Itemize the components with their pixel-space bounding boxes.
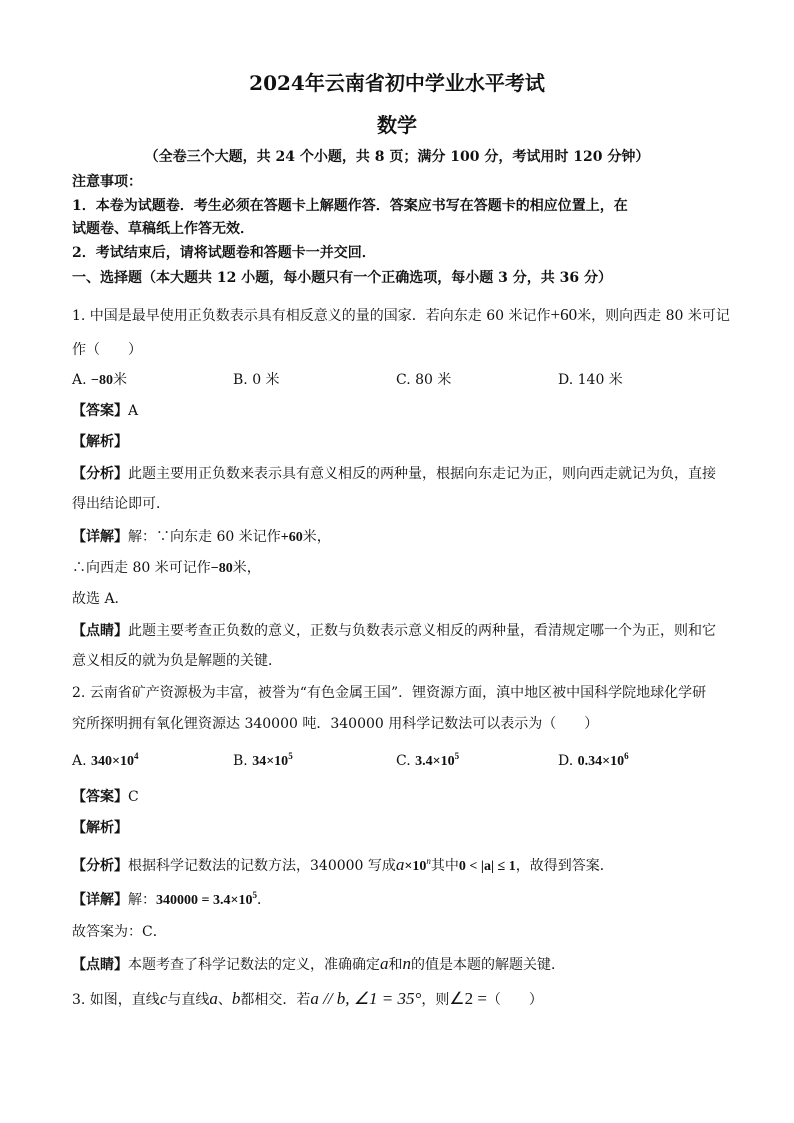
q2-option-b-base: 34×10 — [252, 754, 289, 769]
notes-item-1-cont: 试题卷、草稿纸上作答无效． — [72, 221, 254, 237]
q1-answer-tag: 【答案】 — [72, 403, 128, 419]
q2-option-d-exp: 6 — [624, 751, 629, 761]
q1-comment — [72, 621, 716, 641]
q1-detail-line2 — [72, 558, 261, 579]
q2-option-a-label: A. — [72, 753, 87, 769]
q3-stem-part6: （ ） — [486, 992, 543, 1008]
q2-option-a — [72, 751, 139, 772]
q2-option-d — [558, 751, 629, 772]
q2-fenxi-tag: 【分析】 — [72, 858, 128, 874]
q2-fenxi-text-1: 根据科学记数法的记数方法，340000 写成 — [128, 858, 396, 874]
q2-answer-tag: 【答案】 — [72, 789, 128, 805]
q1-option-d: D. 140 米 — [558, 372, 623, 388]
q2-option-c-base: 3.4×10 — [415, 754, 455, 769]
q2-option-d-base: 0.34×10 — [577, 754, 625, 769]
q2-answer-value: C — [128, 789, 139, 805]
q2-fenxi-power: ×10 — [404, 859, 427, 874]
q2-answer — [72, 787, 139, 807]
q2-stem-cont: 究所探明拥有氧化锂资源达 340000 吨．340000 用科学记数法可以表示为（ ） — [72, 716, 599, 732]
q1-answer-value: A — [128, 403, 139, 419]
q2-detail-tag: 【详解】 — [72, 892, 128, 908]
q3-var-b: b — [231, 989, 241, 1008]
q1-stem-cont: 作（ ） — [72, 342, 142, 358]
notes-item-2: 2．考试结束后，请将试题卷和答题卡一并交回． — [72, 245, 376, 261]
q2-fenxi — [72, 855, 614, 877]
q2-detail-conclusion: 故答案为：C． — [72, 924, 167, 940]
q1-detail — [72, 527, 331, 548]
q2-option-a-exp: 4 — [134, 751, 139, 761]
subject-title: 数学 — [377, 113, 417, 137]
q1-comment-cont: 意义相反的就为负是解题的关键． — [72, 653, 282, 669]
q2-analysis-tag: 【解析】 — [72, 820, 128, 836]
q1-fenxi — [72, 464, 716, 484]
q1-detail-text-3: ∴向西走 80 米可记作 — [72, 560, 211, 576]
q1-fenxi-text: 此题主要用正负数来表示具有意义相反的两种量，根据向东走记为正，则向西走就记为负，直接 — [128, 466, 716, 482]
q2-option-c — [396, 751, 459, 772]
q3-var-c: c — [159, 989, 168, 1008]
q2-comment — [72, 954, 565, 975]
q1-option-b: B. 0 米 — [233, 372, 280, 388]
q1-detail-conclusion: 故选 A． — [72, 591, 129, 607]
section-heading: 一、选择题（本大题共 12 小题，每小题只有一个正确选项，每小题 3 分，共 36 分） — [72, 270, 612, 286]
q2-comment-var-a: a — [380, 954, 389, 973]
q1-stem-part1: 1. 中国是最早使用正负数表示具有相反意义的量的国家．若向东走 60 米记作 — [72, 308, 551, 324]
notes-item-1: 1．本卷为试题卷．考生必须在答题卡上解题作答．答案应书写在答题卡的相应位置上，在 — [72, 198, 628, 214]
q1-stem-value: +60 — [550, 305, 578, 324]
q2-detail-exp: 5 — [252, 890, 257, 900]
q1-detail-text-2: 米， — [302, 529, 331, 545]
q2-detail-expression: 340000 = 3.4×10 — [156, 893, 253, 908]
q1-option-a-value: −80 — [91, 373, 113, 388]
q2-detail — [72, 890, 271, 911]
q2-fenxi-inequality: 0 < |a| ≤ 1 — [458, 859, 516, 874]
q1-detail-tag: 【详解】 — [72, 529, 128, 545]
q3-stem-part4: 都相交．若 — [240, 992, 311, 1008]
q2-option-a-base: 340×10 — [91, 754, 134, 769]
q2-fenxi-text-2: 其中 — [430, 858, 459, 874]
q1-detail-text-1: 解：∵向东走 60 米记作 — [128, 529, 281, 545]
q2-stem: 2. 云南省矿产资源极为丰富，被誉为“有色金属王国”．锂资源方面，滇中地区被中国科学院地球化学研 — [72, 685, 707, 701]
q1-comment-text: 此题主要考查正负数的意义，正数与负数表示意义相反的两种量，看清规定哪一个为正，则和它 — [128, 623, 716, 639]
q2-fenxi-power-exp: n — [426, 856, 431, 866]
q2-fenxi-var-a: a — [395, 855, 405, 874]
q2-comment-var-n: n — [402, 954, 411, 973]
q1-detail-text-4: 米， — [232, 560, 261, 576]
q3-var-a: a — [209, 989, 218, 1008]
q1-answer — [72, 401, 138, 421]
q2-fenxi-text-3: ，故得到答案． — [515, 858, 614, 874]
q3-stem-part1: 3. 如图，直线 — [72, 992, 160, 1008]
q1-detail-value-2: −80 — [210, 561, 233, 576]
q1-stem-part2: 米，则向西走 80 米可记 — [577, 308, 730, 324]
q1-stem — [72, 305, 730, 326]
q2-option-d-label: D. — [558, 753, 574, 769]
q2-option-c-exp: 5 — [454, 751, 460, 761]
q1-comment-tag: 【点睛】 — [72, 623, 128, 639]
q1-option-c: C. 80 米 — [396, 372, 452, 388]
q3-stem-part3: 、 — [217, 992, 232, 1008]
q2-comment-tag: 【点睛】 — [72, 957, 128, 973]
q3-stem-part2: 与直线 — [167, 992, 210, 1008]
q3-condition: a // b, ∠1 = 35° — [310, 989, 422, 1008]
q1-option-a-label: A. — [72, 372, 87, 388]
q2-comment-text-3: 的值是本题的解题关键． — [411, 957, 565, 973]
q1-fenxi-cont: 得出结论即可． — [72, 496, 170, 512]
q1-analysis-tag: 【解析】 — [72, 434, 128, 450]
exam-title: 2024年云南省初中学业水平考试 — [249, 71, 545, 95]
q2-detail-text: 解： — [128, 892, 156, 908]
q1-option-a-unit: 米 — [113, 372, 127, 388]
q3-ask: ∠2 = — [449, 989, 487, 1008]
q2-option-b — [233, 751, 293, 772]
q3-stem-part5: ，则 — [421, 992, 450, 1008]
q2-comment-text-2: 和 — [388, 957, 403, 973]
q2-option-b-exp: 5 — [288, 751, 293, 761]
q3-stem — [72, 989, 543, 1010]
notes-heading: 注意事项： — [72, 174, 142, 190]
q1-fenxi-tag: 【分析】 — [72, 466, 128, 482]
q1-detail-value-1: +60 — [280, 530, 303, 545]
q1-option-a — [72, 370, 127, 391]
q2-option-b-label: B. — [233, 753, 248, 769]
exam-info: （全卷三个大题，共 24 个小题，共 8 页；满分 100 分，考试用时 120 分钟） — [144, 149, 650, 165]
q2-comment-text-1: 本题考查了科学记数法的定义，准确确定 — [128, 957, 380, 973]
q2-detail-end: ． — [256, 892, 271, 908]
q2-option-c-label: C. — [396, 753, 411, 769]
